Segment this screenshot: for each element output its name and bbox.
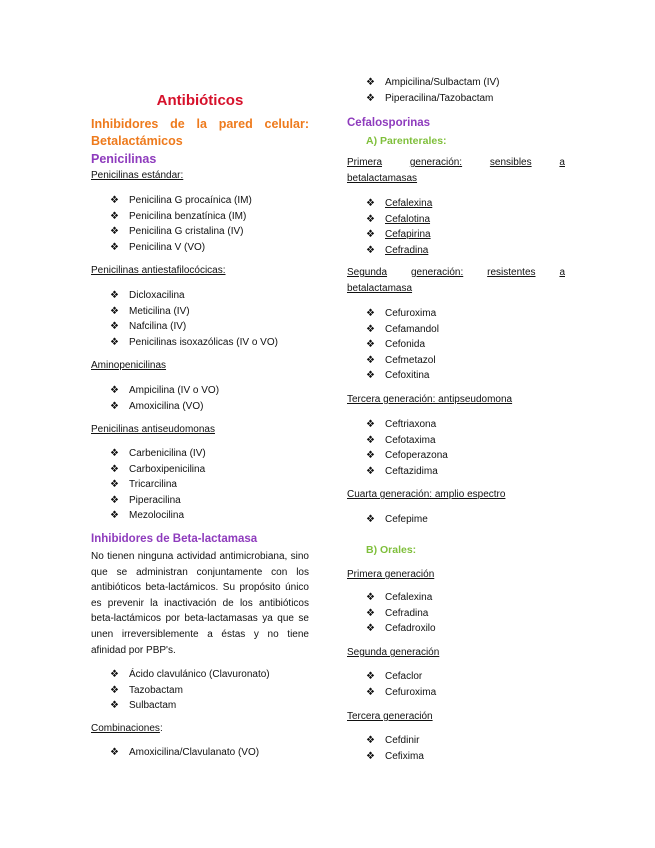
list-item-text: Cefotaxima	[385, 434, 436, 446]
list-item-text: Cefradina	[385, 244, 429, 256]
label-segunda-generacion-parenteral	[347, 267, 565, 278]
list-item	[91, 383, 219, 399]
label-tercera-generacion-parenteral: Tercera generación: antipseudomona	[347, 394, 513, 405]
list-item-text: Penicilinas isoxazólicas (IV o VO)	[129, 336, 278, 348]
label-penicilinas-antiestafilococicas: Penicilinas antiestafilocócicas:	[91, 265, 226, 276]
list-item-text: Cefamandol	[385, 323, 439, 335]
list-item	[91, 335, 278, 351]
label-segunda-generacion-oral: Segunda generación	[347, 647, 440, 658]
bullet-diamond-icon: ❖	[366, 450, 375, 461]
list-segunda-generacion-oral	[347, 669, 436, 700]
label-primera-generacion-line2: betalactamasas	[347, 173, 418, 184]
list-inhibidores	[91, 667, 270, 714]
bullet-diamond-icon: ❖	[366, 419, 375, 430]
bullet-diamond-icon: ❖	[366, 308, 375, 319]
list-item-text: Cefapirina	[385, 229, 431, 240]
list-item	[91, 304, 278, 320]
word: resistentes	[487, 267, 536, 278]
subheading-penicilinas: Penicilinas	[91, 152, 157, 166]
bullet-diamond-icon: ❖	[366, 671, 375, 682]
bullet-diamond-icon: ❖	[110, 210, 119, 222]
label-tercera-generacion-oral: Tercera generación	[347, 711, 433, 722]
list-item	[347, 368, 439, 384]
list-item	[91, 493, 206, 509]
label-segunda-generacion-line2: betalactamasa	[347, 283, 413, 294]
list-item-text: Cefmetazol	[385, 354, 436, 366]
list-item-text: Penicilina benzatínica (IM)	[129, 210, 247, 222]
list-combinaciones-continued	[347, 75, 499, 106]
list-item	[347, 590, 436, 606]
list-item-text: Piperacilina/Tazobactam	[385, 92, 494, 104]
bullet-diamond-icon: ❖	[366, 750, 375, 762]
word: Primera	[347, 157, 383, 168]
label-aminopenicilinas: Aminopenicilinas	[91, 360, 167, 371]
list-item	[91, 477, 206, 493]
list-item	[347, 243, 432, 259]
label-cuarta-generacion-parenteral: Cuarta generación: amplio espectro	[347, 489, 506, 500]
combinaciones-text: Combinaciones	[91, 723, 160, 734]
list-item	[347, 685, 436, 701]
list-combinaciones	[91, 745, 259, 761]
list-item	[347, 353, 439, 369]
bullet-diamond-icon: ❖	[366, 607, 375, 619]
list-item	[91, 193, 252, 209]
list-item	[91, 224, 252, 240]
list-item-text: Cefalexina	[385, 592, 433, 603]
page-title: Antibióticos	[156, 92, 244, 109]
list-penicilinas-antiestafilococicas	[91, 288, 278, 350]
list-item-text: Carboxipenicilina	[129, 463, 206, 475]
list-item	[91, 698, 270, 714]
list-item	[91, 446, 206, 462]
bullet-diamond-icon: ❖	[366, 244, 375, 256]
list-item	[91, 745, 259, 761]
list-item	[347, 749, 424, 765]
bullet-diamond-icon: ❖	[366, 623, 375, 634]
label-combinaciones	[91, 723, 163, 734]
list-item	[91, 667, 270, 683]
list-item	[347, 606, 436, 622]
list-item-text: Ampicilina/Sulbactam (IV)	[385, 77, 500, 88]
bullet-diamond-icon: ❖	[366, 465, 375, 477]
list-item	[91, 399, 219, 415]
list-item-text: Cefradina	[385, 607, 429, 619]
word: generación:	[409, 157, 463, 168]
list-item	[91, 683, 270, 699]
list-item	[347, 448, 448, 464]
list-item	[91, 240, 252, 256]
bullet-diamond-icon: ❖	[366, 735, 375, 746]
list-item	[91, 508, 206, 524]
word: sensibles	[489, 157, 532, 168]
bullet-diamond-icon: ❖	[110, 226, 119, 237]
bullet-diamond-icon: ❖	[110, 700, 119, 711]
list-item	[347, 512, 428, 528]
subheading-cefalosporinas: Cefalosporinas	[347, 117, 431, 129]
word: generación:	[410, 267, 464, 278]
list-item-text: Amoxicilina/Clavulanato (VO)	[129, 747, 260, 758]
list-item	[347, 91, 499, 107]
list-item	[347, 733, 424, 749]
bullet-diamond-icon: ❖	[110, 385, 119, 396]
bullet-diamond-icon: ❖	[110, 321, 119, 332]
list-item-text: Carbenicilina (IV)	[129, 448, 206, 459]
word: Segunda	[347, 267, 388, 278]
list-item-text: Cefoxitina	[385, 370, 430, 381]
heading-line-2: Betalactámicos	[91, 134, 183, 148]
list-item-text: Piperacilina	[129, 494, 181, 506]
list-item	[347, 196, 432, 212]
list-cuarta-generacion-parenteral	[347, 512, 428, 528]
list-item-text: Penicilina V (VO)	[129, 241, 206, 253]
list-item-text: Cefaclor	[385, 671, 423, 682]
list-item-text: Sulbactam	[129, 700, 177, 711]
list-penicilinas-antiseudomonas	[91, 446, 206, 524]
bullet-diamond-icon: ❖	[366, 339, 375, 350]
list-item-text: Ampicilina (IV o VO)	[129, 385, 220, 396]
list-segunda-generacion-parenteral	[347, 306, 439, 384]
bullet-diamond-icon: ❖	[110, 510, 119, 521]
list-item	[347, 621, 436, 637]
bullet-diamond-icon: ❖	[110, 669, 119, 680]
list-item-text: Amoxicilina (VO)	[129, 400, 204, 412]
list-item-text: Cefalotina	[385, 213, 431, 225]
list-item-text: Cefixima	[385, 750, 424, 762]
list-item-text: Cefepime	[385, 514, 428, 525]
list-item-text: Cefoperazona	[385, 450, 448, 461]
list-item	[91, 462, 206, 478]
list-item-text: Ácido clavulánico (Clavuronato)	[129, 669, 270, 680]
list-item	[347, 337, 439, 353]
bullet-diamond-icon: ❖	[110, 290, 119, 301]
bullet-diamond-icon: ❖	[110, 684, 119, 696]
label-parenterales: A) Parenterales:	[366, 135, 447, 147]
bullet-diamond-icon: ❖	[110, 195, 119, 206]
bullet-diamond-icon: ❖	[110, 241, 119, 253]
bullet-diamond-icon: ❖	[110, 448, 119, 459]
list-item	[347, 669, 436, 685]
section-heading-betalactamicos	[91, 116, 309, 133]
list-item	[91, 288, 278, 304]
list-item	[347, 322, 439, 338]
list-penicilinas-estandar	[91, 193, 252, 255]
list-item-text: Tricarcilina	[129, 479, 177, 490]
bullet-diamond-icon: ❖	[366, 370, 375, 381]
list-item	[347, 417, 448, 433]
word: a	[559, 157, 565, 168]
list-item-text: Cefalexina	[385, 198, 433, 209]
list-item-text: Ceftriaxona	[385, 419, 437, 430]
bullet-diamond-icon: ❖	[366, 198, 375, 209]
word: a	[559, 267, 565, 278]
bullet-diamond-icon: ❖	[366, 686, 375, 698]
list-item	[347, 227, 432, 243]
subheading-inhibidores-betalactamasa: Inhibidores de Beta-lactamasa	[91, 533, 258, 545]
bullet-diamond-icon: ❖	[110, 305, 119, 317]
bullet-diamond-icon: ❖	[366, 92, 375, 104]
list-item-text: Cefadroxilo	[385, 623, 436, 634]
list-item-text: Cefuroxima	[385, 686, 437, 698]
bullet-diamond-icon: ❖	[366, 323, 375, 335]
bullet-diamond-icon: ❖	[110, 747, 119, 758]
bullet-diamond-icon: ❖	[110, 336, 119, 348]
list-item	[347, 212, 432, 228]
label-orales: B) Orales:	[366, 544, 417, 556]
list-primera-generacion-parenteral	[347, 196, 432, 258]
bullet-diamond-icon: ❖	[366, 77, 375, 88]
list-item	[347, 464, 448, 480]
bullet-diamond-icon: ❖	[110, 479, 119, 490]
bullet-diamond-icon: ❖	[110, 400, 119, 412]
label-primera-generacion-oral: Primera generación	[347, 569, 435, 580]
label-penicilinas-estandar: Penicilinas estándar:	[91, 170, 184, 181]
bullet-diamond-icon: ❖	[366, 229, 375, 240]
list-tercera-generacion-parenteral	[347, 417, 448, 479]
list-item-text: Tazobactam	[129, 684, 183, 696]
list-aminopenicilinas	[91, 383, 219, 414]
list-item-text: Cefuroxima	[385, 308, 437, 319]
inhibidores-paragraph: No tienen ninguna actividad antimicrobiana, sino que se administran conjuntamente con los antibióticos beta-lactámicos. Su propósito único es prevenir la inactivación de los antibióticos beta-lactámicos por beta-lactamasas ya que se unen irreversiblemente a éstas y no tiene afinidad por PBP's.	[91, 551, 309, 656]
heading-line-1: Inhibidores de la pared celular:	[91, 117, 309, 131]
bullet-diamond-icon: ❖	[366, 213, 375, 225]
list-item-text: Nafcilina (IV)	[129, 321, 187, 332]
bullet-diamond-icon: ❖	[366, 592, 375, 603]
bullet-diamond-icon: ❖	[110, 494, 119, 506]
list-item	[347, 433, 448, 449]
list-tercera-generacion-oral	[347, 733, 424, 764]
list-item-text: Meticilina (IV)	[129, 305, 190, 317]
list-item-text: Ceftazidima	[385, 465, 438, 477]
list-item-text: Penicilina G procaínica (IM)	[129, 195, 252, 206]
list-primera-generacion-oral	[347, 590, 436, 637]
bullet-diamond-icon: ❖	[366, 354, 375, 366]
label-primera-generacion-parenteral	[347, 157, 565, 168]
list-item-text: Cefonida	[385, 339, 426, 350]
list-item-text: Penicilina G cristalina (IV)	[129, 226, 244, 237]
combinaciones-colon: :	[159, 723, 163, 734]
bullet-diamond-icon: ❖	[110, 463, 119, 475]
bullet-diamond-icon: ❖	[366, 434, 375, 446]
list-item-text: Mezolocilina	[129, 510, 185, 521]
list-item	[91, 209, 252, 225]
list-item	[91, 319, 278, 335]
list-item	[347, 306, 439, 322]
bullet-diamond-icon: ❖	[366, 514, 375, 525]
label-penicilinas-antiseudomonas: Penicilinas antiseudomonas	[91, 424, 215, 435]
list-item-text: Cefdinir	[385, 735, 420, 746]
list-item-text: Dicloxacilina	[129, 290, 185, 301]
list-item	[347, 75, 499, 91]
